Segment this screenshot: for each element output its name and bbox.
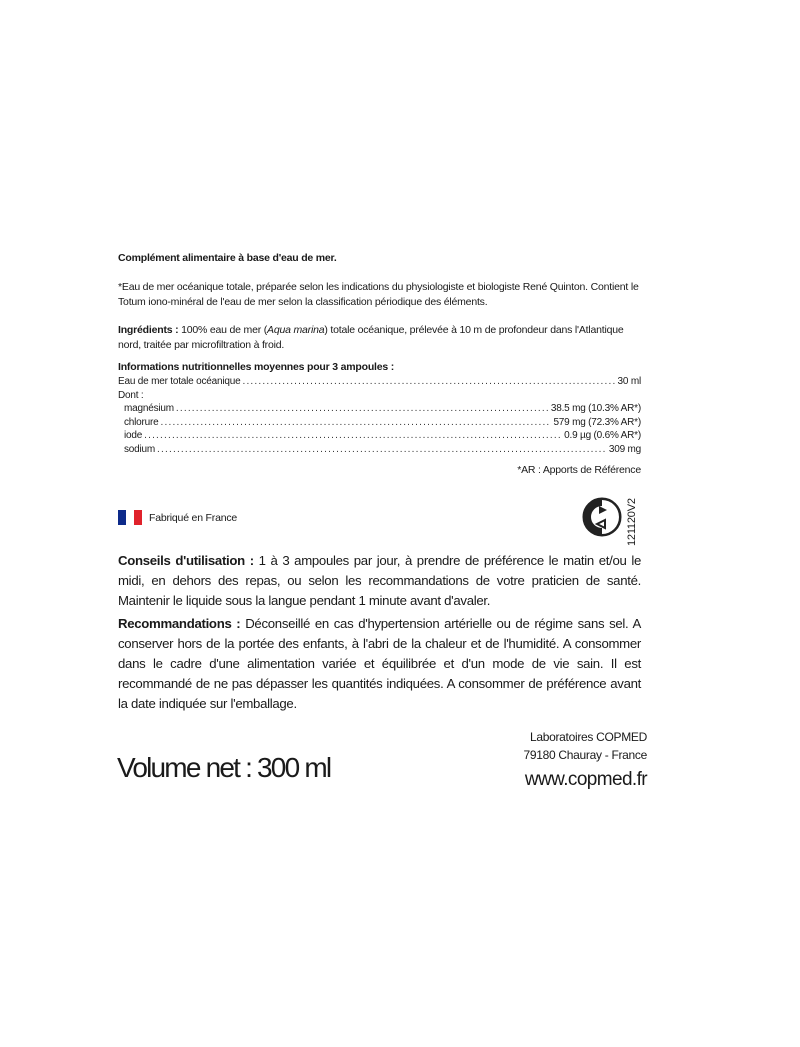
green-dot-recycling-icon [582,497,622,537]
net-volume: Volume net : 300 ml [117,752,331,783]
nutrient-value: 309 mg [608,443,641,455]
origin-block [118,510,237,525]
nutrition-main-value: 30 ml [617,376,641,387]
nutrient-name: chlorure [124,416,159,428]
ingredients [118,323,641,353]
company-website-link[interactable]: www.copmed.fr [524,769,647,790]
company-block [524,728,647,794]
nutrition-dont-label: Dont : [118,389,144,401]
nutrition-main-name: Eau de mer totale océanique [118,376,241,387]
ingredients-latin-name: Aqua marina [267,324,325,336]
nutrition-heading: Informations nutritionnelles moyennes pour 3 ampoules : [118,361,395,373]
recommendations-text: Déconseillé en cas d'hypertension artérielle ou de régime sans sel. A conserver hors de la portée des enfants, à l'abri de la chaleur et de l'humidité. A consommer dans le cadre d'une alimentation variée et équilibrée et d'un mode de vie sain. Il est recommandé de ne pas dépasser les quantités indiquées. A consommer de préférence avant la date indiquée sur l'emballage. [118,616,641,711]
nutrition-table [118,360,641,476]
nutrition-row [118,429,641,443]
flag-band-blue [118,510,126,525]
nutrition-row [118,402,641,416]
nutrient-value: 0.9 µg (0.6% AR*) [564,430,641,441]
leader-dots [161,416,552,430]
description: *Eau de mer océanique totale, préparée selon les indications du physiologiste et biologiste René Quinton. Contient le Totum iono-minéral de l'eau de mer selon la classification périodique des éléments. [118,281,639,308]
nutrition-main-row [118,375,641,389]
ar-footnote: *AR : Apports de Référence [517,464,641,476]
ingredients-label: Ingrédients : [118,324,179,336]
usage-advice [118,551,641,611]
recommendations-label: Recommandations : [118,616,241,631]
product-title: Complément alimentaire à base d'eau de mer. [118,252,337,264]
nutrient-name: sodium [124,443,156,455]
recommendations [118,614,641,714]
flag-band-white [126,510,134,525]
usage-text: 1 à 3 ampoules par jour, à prendre de préférence le matin et/ou le midi, en dehors des repas, ou selon les recommandations de votre praticien de santé. Maintenir le liquide sous la langue pendant 1 minute avant d'avaler. [118,553,641,608]
nutrient-name: iode [124,430,143,441]
leader-dots [157,443,607,457]
france-flag-icon [118,510,142,525]
origin-text: Fabriqué en France [149,511,238,524]
usage-label: Conseils d'utilisation : [118,553,254,568]
ingredients-text-after: ) totale océanique, prélevée à 10 m de profondeur dans l'Atlantique nord, traitée par microfiltration à froid. [118,324,624,351]
nutrient-value: 579 mg (72.3% AR*) [553,416,641,428]
leader-dots [242,375,615,389]
nutrient-name: magnésium [124,403,174,414]
nutrition-row [118,443,641,457]
nutrition-row [118,416,641,430]
batch-code-text: 121120V2 [626,498,638,546]
ingredients-text-before: 100% eau de mer ( [178,324,268,336]
batch-code [624,500,640,548]
flag-band-red [134,510,142,525]
nutrition-dont [118,389,641,403]
leader-dots [176,402,549,416]
company-address: 79180 Chauray - France [523,748,647,762]
company-name: Laboratoires COPMED [529,730,647,744]
leader-dots [144,429,562,443]
nutrient-value: 38.5 mg (10.3% AR*) [550,403,641,414]
